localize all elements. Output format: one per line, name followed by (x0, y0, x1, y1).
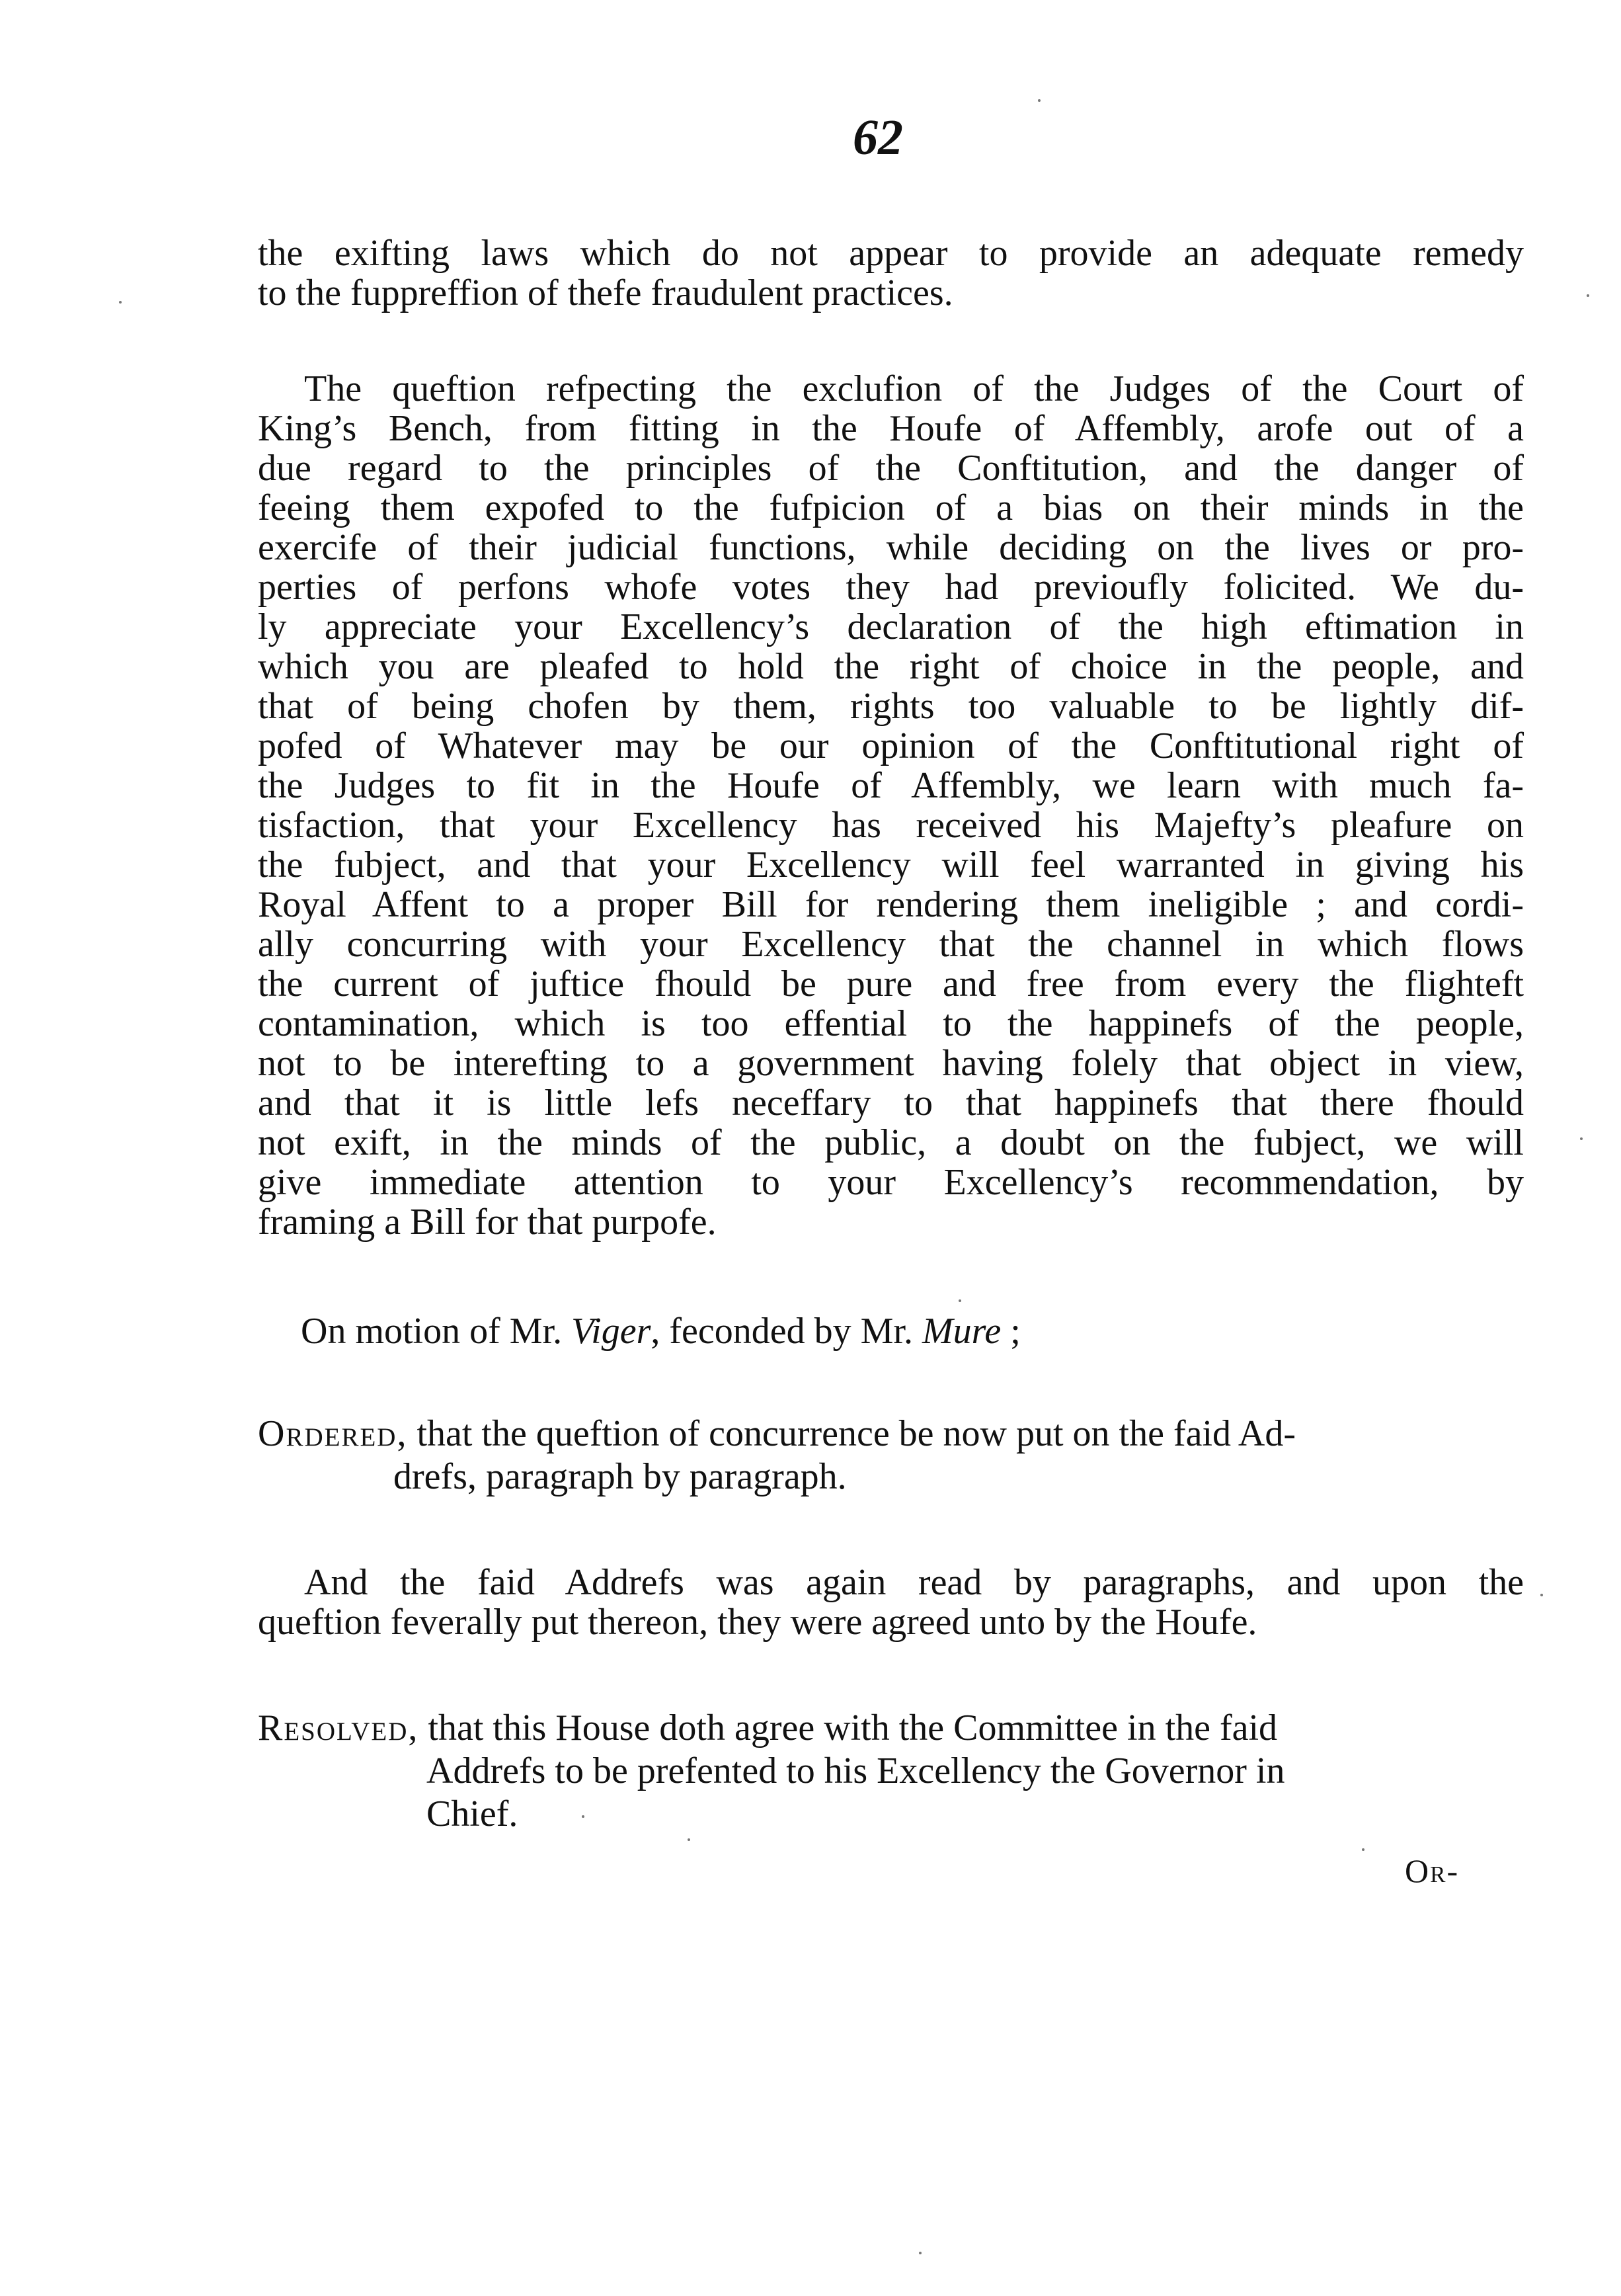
main-paragraph-line: give immediate attention to your Excellency’s recommendation, by (258, 1162, 1524, 1203)
main-paragraph-line: pofed of Whatever may be our opinion of the Conftitutional right of (258, 725, 1524, 766)
motion-line (301, 1313, 1021, 1350)
resolved-line: Chief. (426, 1793, 518, 1834)
main-paragraph-line: ly appreciate your Excellency’s declaration of the high eftimation in (258, 606, 1524, 647)
main-paragraph-line: ally concurring with your Excellency that the channel in which flows (258, 924, 1524, 965)
intro-line: to the fuppreffion of thefe fraudulent practices. (258, 272, 953, 313)
main-paragraph-line: King’s Bench, from fitting in the Houfe of Affembly, arofe out of a (258, 408, 1524, 449)
main-paragraph-line: due regard to the principles of the Conftitution, and the danger of (258, 448, 1524, 489)
catchword: Or- (1405, 1852, 1460, 1889)
ordered-line (258, 1415, 1296, 1452)
main-paragraph-line: not exift, in the minds of the public, a doubt on the fubject, we will (258, 1122, 1524, 1163)
main-paragraph-line: the Judges to fit in the Houfe of Affembly, we learn with much fa- (258, 765, 1524, 806)
main-paragraph-line: that of being chofen by them, rights too valuable to be lightly dif- (258, 686, 1524, 727)
motion-text: ; (1001, 1311, 1021, 1352)
main-paragraph-line: The queftion refpecting the exclufion of the Judges of the Court of (304, 368, 1524, 409)
ordered-text: that the queftion of concurrence be now put on the faid Ad- (407, 1413, 1296, 1454)
read-paragraph-line: And the faid Addrefs was again read by paragraphs, and upon the (304, 1562, 1524, 1603)
page-number: 62 (853, 110, 903, 165)
ordered-line: drefs, paragraph by paragraph. (393, 1456, 847, 1497)
main-paragraph-line: contamination, which is too effential to the happinefs of the people, (258, 1003, 1524, 1044)
ordered-label: Ordered, (258, 1413, 408, 1454)
resolved-line (258, 1709, 1277, 1746)
main-paragraph-line: the fubject, and that your Excellency will feel warranted in giving his (258, 844, 1524, 885)
resolved-label: Resolved, (258, 1707, 419, 1748)
seconder-name: Mure (922, 1311, 1002, 1352)
mover-name: Viger (571, 1311, 651, 1352)
resolved-text: that this House doth agree with the Committee in the faid (418, 1707, 1278, 1748)
main-paragraph-line: which you are pleafed to hold the right of choice in the people, and (258, 646, 1524, 687)
main-paragraph-line: tisfaction, that your Excellency has received his Majefty’s pleafure on (258, 805, 1524, 846)
motion-text: On motion of Mr. (301, 1311, 572, 1352)
main-paragraph-line: exercife of their judicial functions, while deciding on the lives or pro- (258, 527, 1524, 568)
main-paragraph-line: feeing them expofed to the fufpicion of a bias on their minds in the (258, 487, 1524, 528)
main-paragraph-line: perties of perfons whofe votes they had previoufly folicited. We du- (258, 567, 1524, 608)
main-paragraph-line: and that it is little lefs neceffary to that happinefs that there fhould (258, 1083, 1524, 1124)
main-paragraph-line: Royal Affent to a proper Bill for rendering them ineligible ; and cordi- (258, 884, 1524, 925)
main-paragraph-line: framing a Bill for that purpofe. (258, 1202, 717, 1243)
main-paragraph-line: the current of juftice fhould be pure and free from every the flighteft (258, 964, 1524, 1004)
motion-text: , feconded by Mr. (651, 1311, 922, 1352)
main-paragraph-line: not to be interefting to a government having folely that object in view, (258, 1043, 1524, 1084)
resolved-line: Addrefs to be prefented to his Excellency the Governor in (426, 1750, 1285, 1791)
intro-line: the exifting laws which do not appear to provide an adequate remedy (258, 233, 1524, 274)
read-paragraph-line: queftion feverally put thereon, they were agreed unto by the Houfe. (258, 1602, 1257, 1643)
